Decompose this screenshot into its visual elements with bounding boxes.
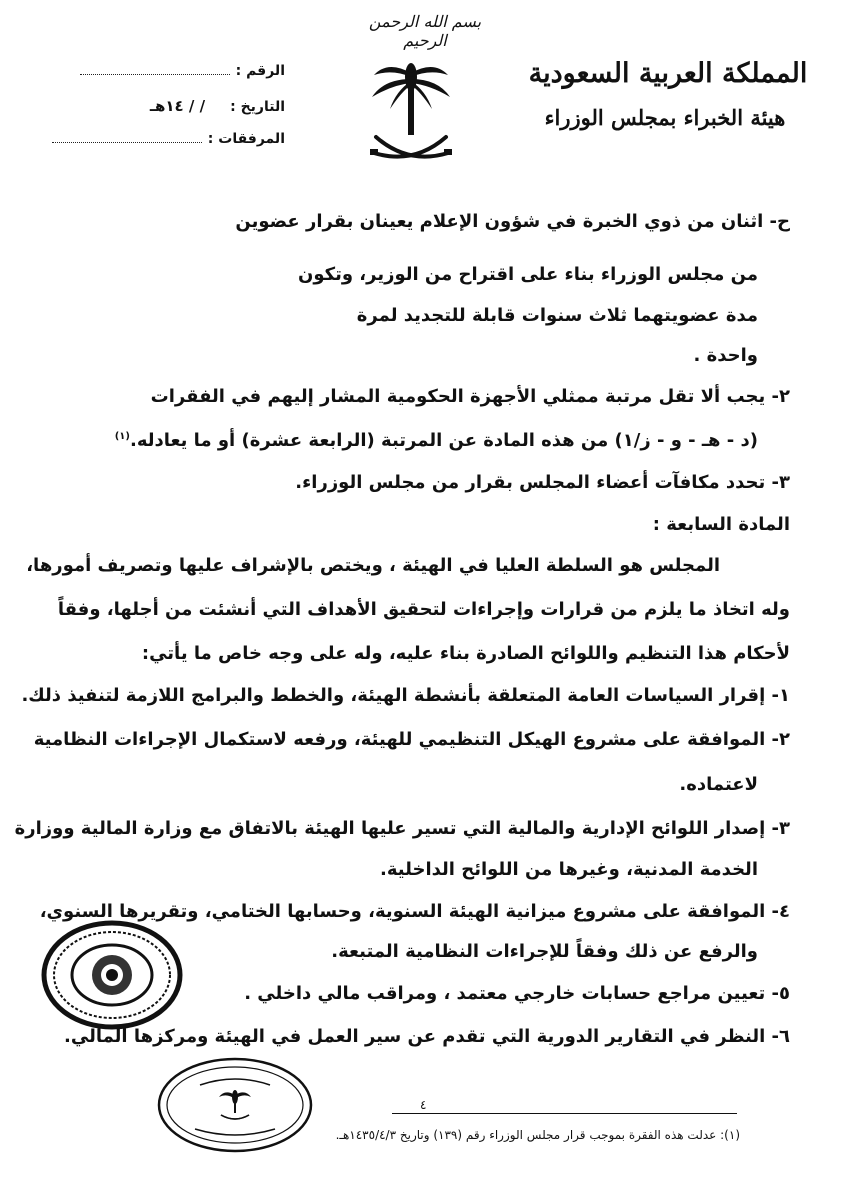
date-value: / / ١٤هـ xyxy=(149,97,206,115)
clause-h-line-2: من مجلس الوزراء بناء على اقتراح من الوزير، وتكون xyxy=(297,264,758,285)
round-seal-stamp-icon xyxy=(40,918,185,1033)
power-1: ١- إقرار السياسات العامة المتعلقة بأنشطة الهيئة، والخطط والبرامج اللازمة لتنفيذ ذلك. xyxy=(21,685,790,706)
attachments-label: المرفقات : xyxy=(207,131,285,147)
article-para-line-1: المجلس هو السلطة العليا في الهيئة ، ويختص بالإشراف عليها وتصريف أمورها، xyxy=(26,555,720,576)
article-para-line-3: لأحكام هذا التنظيم واللوائح الصادرة بناء عليه، وله على وجه خاص ما يأتي: xyxy=(141,643,790,664)
item-2-text: (د - هـ - و - ز/١) من هذه المادة عن المرتبة (الرابعة عشرة) أو ما يعادله. xyxy=(129,430,758,451)
footnote-separator xyxy=(392,1113,737,1114)
clause-h-line-1: ح- اثنان من ذوي الخبرة في شؤون الإعلام يعينان بقرار عضوين xyxy=(235,211,790,232)
power-2-line-2: لاعتماده. xyxy=(679,774,758,795)
footnote-ref: (١) xyxy=(114,431,130,442)
palm-swords-emblem-icon xyxy=(368,55,454,173)
power-2-line-1: ٢- الموافقة على مشروع الهيكل التنظيمي للهيئة، ورفعه لاستكمال الإجراءات النظامية xyxy=(33,729,790,750)
clause-h-line-3: مدة عضويتهما ثلاث سنوات قابلة للتجديد لمرة xyxy=(356,305,758,326)
reference-label: الرقم : xyxy=(235,63,285,79)
power-5: ٥- تعيين مراجع حسابات خارجي معتمد ، ومراقب مالي داخلي . xyxy=(244,983,790,1004)
article-para-line-2: وله اتخاذ ما يلزم من قرارات وإجراءات لتحقيق الأهداف التي أنشئت من أجلها، وفقاً xyxy=(57,599,790,620)
oval-signature-stamp-icon xyxy=(155,1055,315,1155)
power-3-line-2: الخدمة المدنية، وغيرها من اللوائح الداخلية. xyxy=(380,859,758,880)
page-number: ٤ xyxy=(420,1098,427,1112)
attachments-field xyxy=(52,131,285,147)
power-4-line-1: ٤- الموافقة على مشروع ميزانية الهيئة السنوية، وحسابها الختامي، وتقريرها السنوي، xyxy=(39,901,790,922)
power-4-line-2: والرفع عن ذلك وفقاً للإجراءات النظامية المتبعة. xyxy=(331,941,758,962)
kingdom-title: المملكة العربية السعودية xyxy=(528,58,808,89)
item-3: ٣- تحدد مكافآت أعضاء المجلس بقرار من مجلس الوزراء. xyxy=(295,472,790,493)
reference-number-field xyxy=(80,63,285,79)
item-2-line-2 xyxy=(115,424,758,454)
article-heading: المادة السابعة : xyxy=(652,514,790,535)
attachments-blank xyxy=(52,132,202,143)
footnote-text: (١): عدلت هذه الفقرة بموجب قرار مجلس الوزراء رقم (١٣٩) وتاريخ ١٤٣٥/٤/٣هـ. xyxy=(335,1128,740,1142)
power-3-line-1: ٣- إصدار اللوائح الإدارية والمالية التي تسير عليها الهيئة بالاتفاق مع وزارة المالية ووزارة xyxy=(14,818,790,839)
clause-h-line-4: واحدة . xyxy=(693,345,758,366)
date-field xyxy=(150,97,285,115)
power-6: ٦- النظر في التقارير الدورية التي تقدم عن سير العمل في الهيئة ومركزها المالي. xyxy=(64,1026,790,1047)
date-label: التاريخ : xyxy=(230,99,285,115)
item-2-line-1: ٢- يجب ألا تقل مرتبة ممثلي الأجهزة الحكومية المشار إليهم في الفقرات xyxy=(150,386,790,407)
authority-title: هيئة الخبراء بمجلس الوزراء xyxy=(544,105,786,130)
reference-blank xyxy=(80,64,230,75)
basmala: بسم الله الرحمن الرحيم xyxy=(368,12,482,50)
